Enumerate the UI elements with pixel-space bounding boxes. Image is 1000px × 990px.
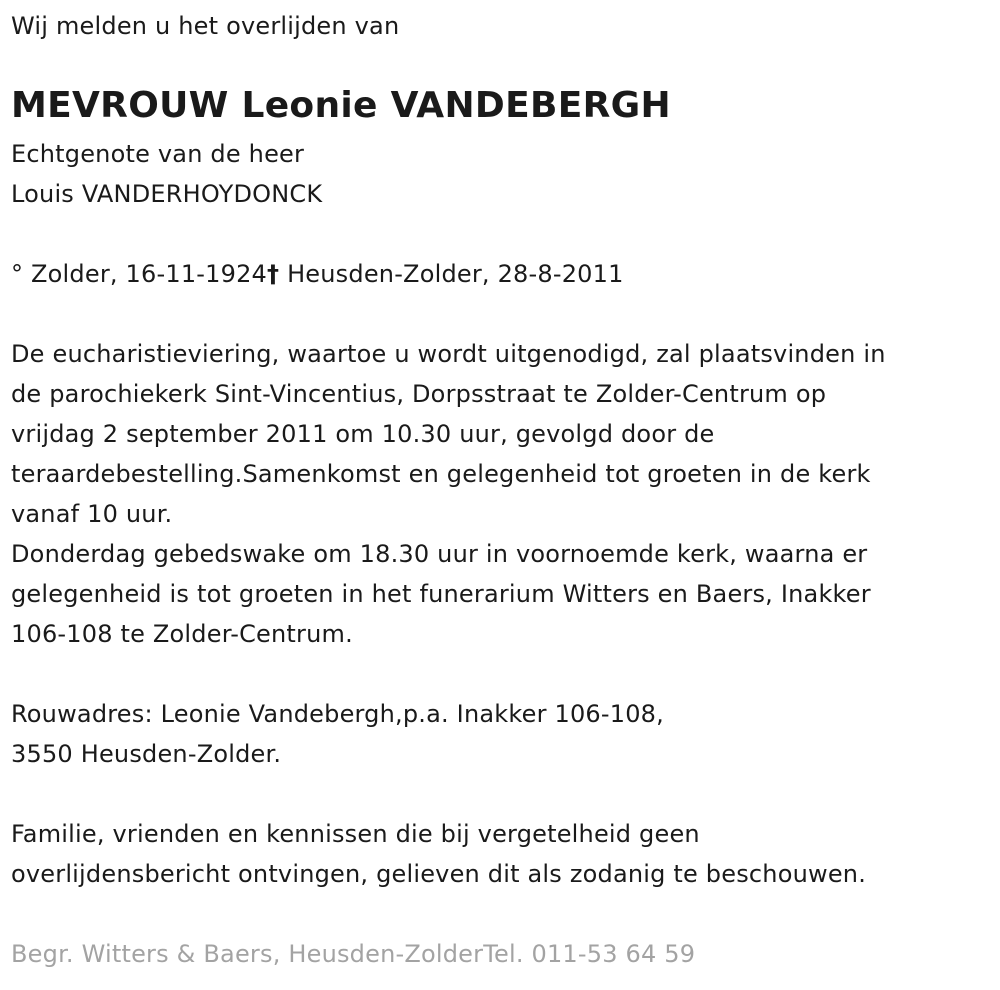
birth-text: ° Zolder, 16-11-1924 bbox=[11, 260, 268, 288]
dates-block bbox=[11, 254, 624, 294]
ceremony-line: de parochiekerk Sint-Vincentius, Dorpsstraat te Zolder-Centrum op bbox=[11, 380, 827, 408]
family-line: Familie, vrienden en kennissen die bij vergetelheid geen bbox=[11, 820, 700, 848]
ceremony-line: De eucharistieviering, waartoe u wordt uitgenodigd, zal plaatsvinden in bbox=[11, 340, 886, 368]
ceremony-block bbox=[11, 334, 886, 654]
intro-text: Wij melden u het overlijden van bbox=[11, 12, 400, 40]
wake-line: 106-108 te Zolder-Centrum. bbox=[11, 620, 353, 648]
family-line: overlijdensbericht ontvingen, gelieven dit als zodanig te beschouwen. bbox=[11, 860, 867, 888]
deceased-name: MEVROUW Leonie VANDEBERGH bbox=[11, 85, 671, 126]
dates-line bbox=[11, 254, 624, 294]
address-line: Rouwadres: Leonie Vandebergh,p.a. Inakker 106-108, bbox=[11, 700, 664, 728]
funeral-home-footer: Begr. Witters & Baers, Heusden-ZolderTel. 011-53 64 59 bbox=[11, 940, 696, 968]
address-line: 3550 Heusden-Zolder. bbox=[11, 740, 282, 768]
cross-icon: † bbox=[267, 260, 280, 288]
ceremony-line: vanaf 10 uur. bbox=[11, 500, 173, 528]
spouse-block bbox=[11, 134, 322, 214]
ceremony-line: vrijdag 2 september 2011 om 10.30 uur, gevolgd door de bbox=[11, 420, 715, 448]
death-text: Heusden-Zolder, 28-8-2011 bbox=[279, 260, 624, 288]
wake-line: Donderdag gebedswake om 18.30 uur in voornoemde kerk, waarna er bbox=[11, 540, 868, 568]
ceremony-line: teraardebestelling.Samenkomst en gelegenheid tot groeten in de kerk bbox=[11, 460, 871, 488]
address-block bbox=[11, 694, 664, 774]
spouse-line: Echtgenote van de heer bbox=[11, 140, 305, 168]
family-block bbox=[11, 814, 866, 894]
wake-line: gelegenheid is tot groeten in het funerarium Witters en Baers, Inakker bbox=[11, 580, 871, 608]
spouse-line: Louis VANDERHOYDONCK bbox=[11, 180, 323, 208]
